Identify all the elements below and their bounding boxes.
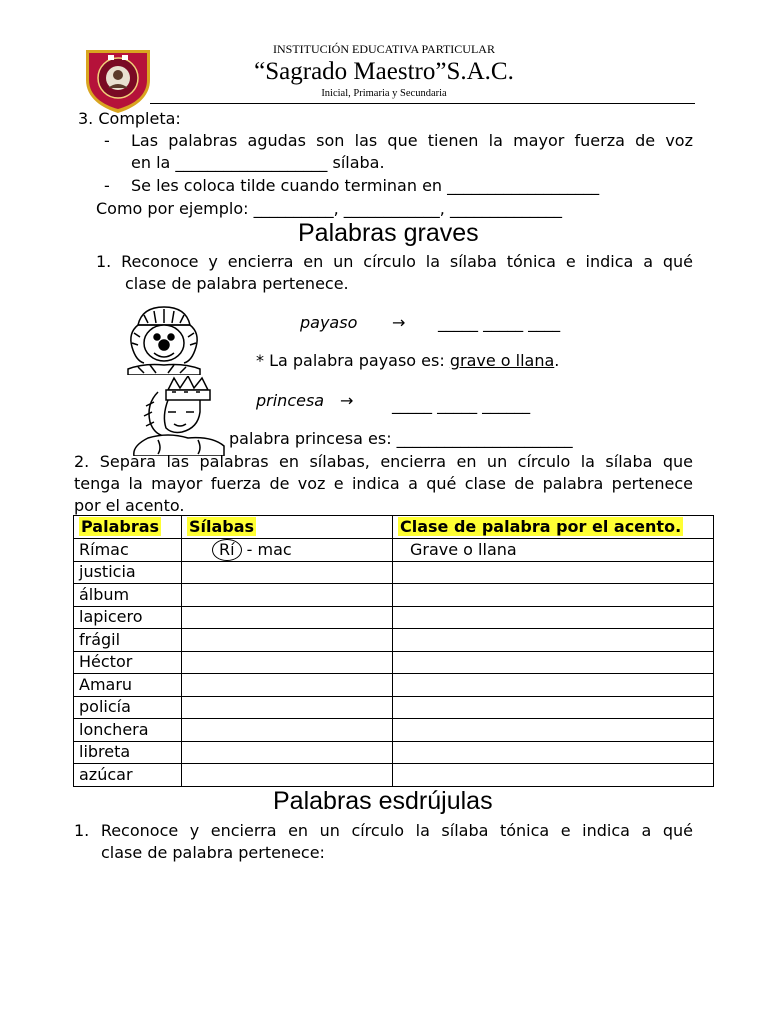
word-cell: Amaru [74, 674, 182, 697]
syllable-cell[interactable] [182, 651, 393, 674]
arrow-princesa: → [340, 391, 354, 410]
school-name: “Sagrado Maestro”S.A.C. [254, 58, 514, 85]
table-row [74, 538, 714, 561]
table-row [74, 696, 714, 719]
payaso-syllable-blanks: _____ _____ ____ [438, 313, 561, 332]
circled-syllable: Rí [212, 539, 242, 561]
header-divider [150, 103, 695, 104]
esdrujulas-item-1-line-2: clase de palabra pertenece: [101, 843, 325, 862]
table-header-row [74, 516, 714, 539]
class-cell[interactable] [393, 651, 714, 674]
bullet-2: Se les coloca tilde cuando terminan en ___________________ [131, 176, 600, 195]
class-cell[interactable] [393, 696, 714, 719]
graves-item-2-line-3: por el acento. [74, 496, 185, 515]
class-cell[interactable] [393, 561, 714, 584]
word-cell: libreta [74, 741, 182, 764]
esdrujulas-item-1-line-1: 1. Reconoce y encierra en un círculo la sílaba tónica e indica a qué [74, 821, 693, 840]
princesa-sentence: palabra princesa es: ______________________ [229, 429, 573, 448]
table-row [74, 561, 714, 584]
word-payaso: payaso [300, 313, 358, 332]
word-cell: frágil [74, 629, 182, 652]
word-cell: lapicero [74, 606, 182, 629]
bullet-dash: - [104, 176, 110, 195]
payaso-sentence: * La palabra payaso es: grave o llana. [256, 351, 560, 370]
class-cell[interactable] [393, 719, 714, 742]
example-line: Como por ejemplo: __________, ____________, ______________ [96, 199, 562, 218]
header-palabras: Palabras [81, 516, 160, 536]
princess-illustration [128, 376, 230, 456]
header-clase: Clase de palabra por el acento. [400, 516, 682, 536]
word-cell: álbum [74, 584, 182, 607]
heading-palabras-esdrujulas: Palabras esdrújulas [273, 787, 493, 815]
table-row [74, 741, 714, 764]
syllable-cell[interactable] [182, 741, 393, 764]
syllable-cell[interactable] [182, 584, 393, 607]
syllable-cell[interactable] [182, 629, 393, 652]
syllable-cell[interactable] [182, 606, 393, 629]
table-row [74, 606, 714, 629]
class-cell[interactable] [393, 674, 714, 697]
syllable-cell[interactable] [182, 696, 393, 719]
payaso-answer: grave o llana [449, 351, 555, 370]
graves-item-1-line-2: clase de palabra pertenece. [125, 274, 349, 293]
syllables-table [73, 515, 714, 787]
word-cell: lonchera [74, 719, 182, 742]
bullet-dash: - [104, 131, 110, 150]
class-cell[interactable]: Grave o llana [393, 538, 714, 561]
class-cell[interactable] [393, 764, 714, 787]
princesa-syllable-blanks: _____ _____ ______ [392, 395, 531, 414]
table-row [74, 764, 714, 787]
heading-palabras-graves: Palabras graves [298, 219, 479, 247]
section-3-title: 3. Completa: [78, 109, 181, 128]
bullet-1-line-1: Las palabras agudas son las que tienen la mayor fuerza de voz [131, 131, 693, 150]
header-silabas: Sílabas [189, 516, 255, 536]
syllable-cell[interactable] [182, 764, 393, 787]
graves-item-1-line-1: 1. Reconoce y encierra en un círculo la sílaba tónica e indica a qué [96, 252, 693, 271]
syllable-cell[interactable] [182, 561, 393, 584]
arrow-payaso: → [392, 313, 406, 332]
word-cell: policía [74, 696, 182, 719]
institution-type: INSTITUCIÓN EDUCATIVA PARTICULAR [273, 42, 495, 56]
class-cell[interactable] [393, 606, 714, 629]
table-row [74, 584, 714, 607]
word-cell: azúcar [74, 764, 182, 787]
graves-item-2-line-2: tenga la mayor fuerza de voz e indica a qué clase de palabra pertenece [74, 474, 693, 493]
word-cell: justicia [74, 561, 182, 584]
word-cell: Héctor [74, 651, 182, 674]
bullet-1-line-2: en la ___________________ sílaba. [131, 153, 385, 172]
table-row [74, 674, 714, 697]
table-row [74, 651, 714, 674]
syllable-cell[interactable] [182, 674, 393, 697]
class-cell[interactable] [393, 629, 714, 652]
class-cell[interactable] [393, 584, 714, 607]
school-levels: Inicial, Primaria y Secundaria [321, 88, 447, 99]
class-cell[interactable] [393, 741, 714, 764]
table-row [74, 629, 714, 652]
clown-illustration [124, 303, 204, 375]
graves-item-2-line-1: 2. Separa las palabras en sílabas, encierra en un círculo la sílaba que [74, 452, 693, 471]
syllable-cell[interactable]: Rí - mac [182, 538, 393, 561]
table-row [74, 719, 714, 742]
syllable-cell[interactable] [182, 719, 393, 742]
word-princesa: princesa [256, 391, 325, 410]
word-cell: Rímac [74, 538, 182, 561]
